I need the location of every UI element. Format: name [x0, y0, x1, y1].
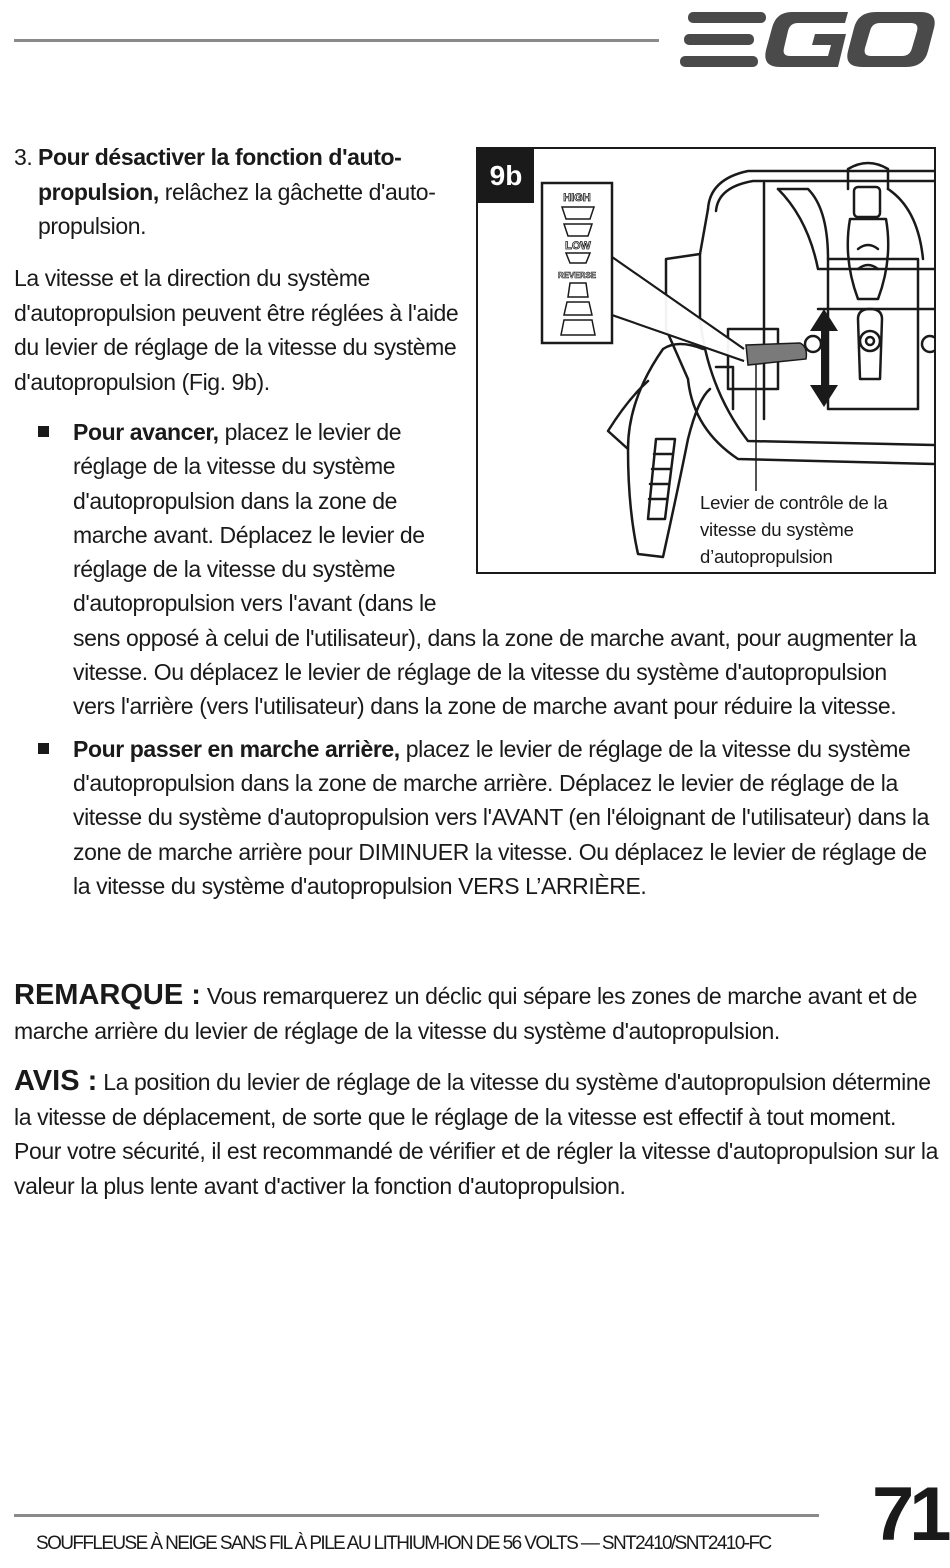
step-number: 3.	[14, 144, 33, 170]
remarque-text: Vous remarquerez un déclic qui sépare les zones de marche avant et de marche arrière du levier de réglage de la vitesse du système d'autopropulsion.	[14, 983, 917, 1044]
figure-label: 9b	[478, 149, 534, 203]
footer-rule	[14, 1514, 819, 1517]
bullet-reverse	[14, 732, 934, 903]
figure-caption: Levier de contrôle de la vitesse du système d’autopropulsion	[700, 492, 888, 567]
scale-high-label: HIGH	[563, 192, 591, 204]
header-rule	[14, 39, 659, 42]
remarque-label: REMARQUE :	[14, 979, 201, 1011]
footer-product-title: SOUFFLEUSE À NEIGE SANS FIL À PILE AU LITHIUM-ION DE 56 VOLTS — SNT2410/SNT2410-FC	[36, 1533, 771, 1554]
remarque-note	[14, 978, 939, 1048]
bullet-square-icon	[38, 743, 49, 754]
bullet-square-icon	[38, 426, 49, 437]
step-3-text: relâchez la gâchette d'auto-propulsion.	[38, 178, 436, 239]
scale-reverse-label: REVERSE	[557, 271, 597, 280]
step-3-title: Pour désactiver la fonction d'auto-propulsion,	[38, 144, 402, 205]
logo-text: EGO	[680, 10, 683, 11]
intro-paragraph: La vitesse et la direction du système d'autopropulsion peuvent être réglées à l'aide du levier de réglage de la vitesse du système d'autopropulsion (Fig. 9b).	[14, 265, 459, 395]
ego-logo	[680, 10, 938, 70]
figure-9b	[476, 147, 936, 574]
step-3	[14, 140, 454, 244]
bullet-forward-title: Pour avancer,	[73, 419, 219, 445]
avis-note	[14, 1064, 939, 1203]
avis-text: La position du levier de réglage de la vitesse du système d'autopropulsion détermine la vitesse de déplacement, de sorte que le réglage de la vitesse est effectif à tout moment. Pour votre sécurité, il est recommandé de vérifier et de régler la vitesse d'autopropulsion sur la valeur la plus lente avant d'activer la fonction d'autopropulsion.	[14, 1069, 938, 1199]
bullet-forward-text: placez le levier de réglage de la vitesse du système d'autopropulsion dans la zone de marche avant. Déplacez le levier de réglage de la vitesse du système d'autopropulsion vers l'avant (dans le sens opposé à celui de l'utilisateur), dans la zone de marche avant, pour augmenter la vitesse. Ou déplacez le levier de réglage de la vitesse du système d'autopropulsion vers l'arrière (vers l'utilisateur) dans la zone de marche avant pour réduire la vitesse.	[73, 419, 917, 720]
bullet-reverse-title: Pour passer en marche arrière,	[73, 735, 400, 762]
bullet-reverse-text: placez le levier de réglage de la vitesse du système d'autopropulsion dans la zone de marche arrière. Déplacez le levier de réglage de la vitesse du système d'autopropulsion vers l'AVANT (en l'éloignant de l'utilisateur) dans la zone de marche arrière pour DIMINUER la vitesse. Ou déplacez le levier de réglage de la vitesse du système d'autopropulsion VERS L’ARRIÈRE.	[73, 735, 930, 899]
scale-low-label: LOW	[565, 240, 591, 252]
avis-label: AVIS :	[14, 1065, 98, 1097]
page-number: 71	[872, 1472, 947, 1557]
